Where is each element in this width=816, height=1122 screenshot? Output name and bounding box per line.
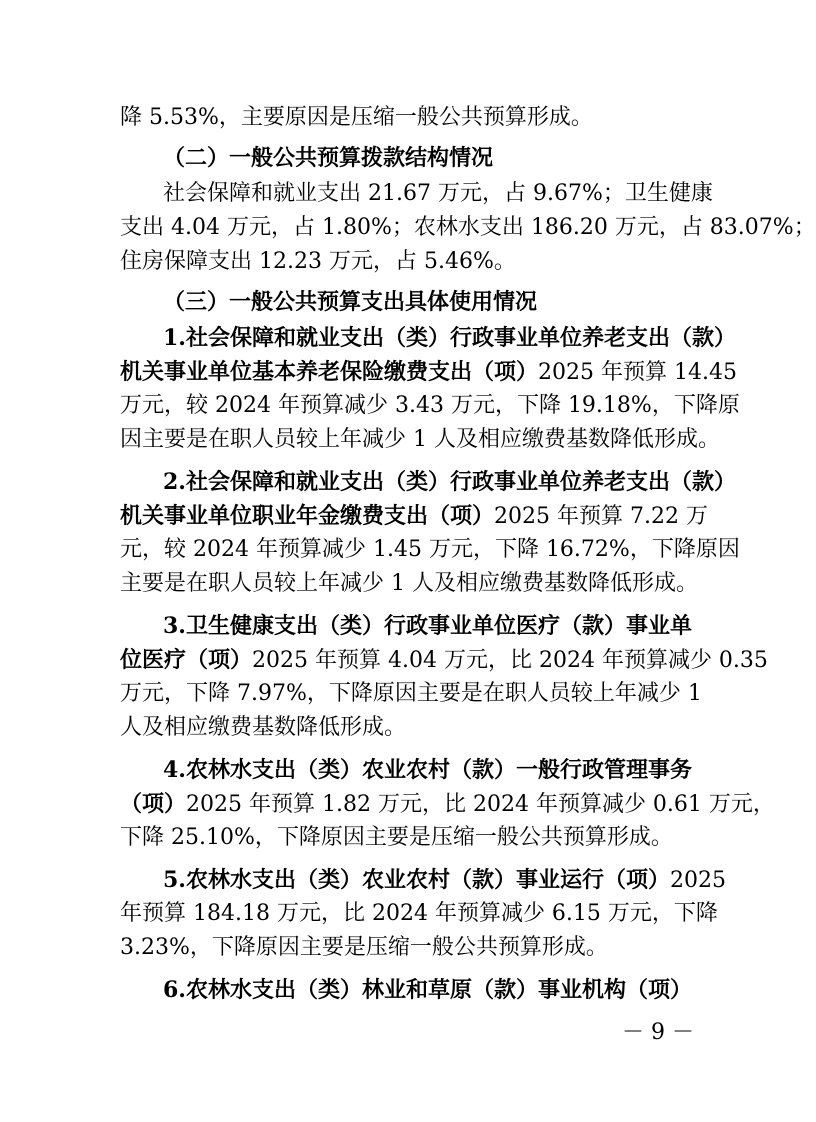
- item-heading: 3.卫生健康支出（类）行政事业单位医疗（款）事业单: [163, 613, 692, 639]
- item-text: 2025 年预算 4.04 万元，比 2024 年预算减少 0.35: [252, 648, 768, 673]
- item-heading: 5.农林水支出（类）农业农村（款）事业运行（项）: [163, 867, 670, 893]
- paragraph-line: [120, 498, 708, 535]
- item-heading: 4.农林水支出（类）农业农村（款）一般行政管理事务: [163, 757, 692, 783]
- paragraph-line: [163, 464, 736, 501]
- item-text: 2025 年预算 7.22 万: [494, 504, 708, 529]
- paragraph-line: 年预算 184.18 万元，比 2024 年预算减少 6.15 万元，下降: [120, 901, 718, 926]
- paragraph-line: [163, 608, 692, 645]
- section-heading: （三）一般公共预算支出具体使用情况: [163, 289, 538, 315]
- paragraph-line: 降 5.53%，主要原因是压缩一般公共预算形成。: [120, 105, 593, 130]
- paragraph-line: 元，较 2024 年预算减少 1.45 万元，下降 16.72%，下降原因: [120, 537, 740, 562]
- item-heading: 机关事业单位职业年金缴费支出（项）: [120, 503, 495, 529]
- paragraph-line: [120, 642, 768, 679]
- item-heading: 6.农林水支出（类）林业和草原（款）事业机构（项）: [163, 977, 692, 1003]
- paragraph-line: 支出 4.04 万元，占 1.80%；农林水支出 186.20 万元，占 83.07%；: [120, 215, 816, 240]
- paragraph-line: 因主要是在职人员较上年减少 1 人及相应缴费基数降低形成。: [120, 427, 720, 452]
- item-heading: 机关事业单位基本养老保险缴费支出（项）: [120, 359, 539, 385]
- paragraph-line: 人及相应缴费基数降低形成。: [120, 715, 407, 740]
- item-heading: （项）: [120, 791, 187, 817]
- item-heading: 位医疗（项）: [120, 647, 253, 673]
- item-heading: 2.社会保障和就业支出（类）行政事业单位养老支出（款）: [163, 469, 736, 495]
- paragraph-line: 万元，下降 7.97%，下降原因主要是在职人员较上年减少 1: [120, 681, 702, 706]
- item-text: 2025 年预算 1.82 万元，比 2024 年预算减少 0.61 万元，: [186, 792, 775, 817]
- paragraph-line: [120, 786, 775, 823]
- item-text: 2025: [669, 868, 726, 893]
- page-number: － 9 －: [622, 1020, 694, 1045]
- paragraph-line: [163, 972, 692, 1009]
- paragraph-line: [163, 320, 736, 357]
- paragraph-line: 下降 25.10%，下降原因主要是压缩一般公共预算形成。: [120, 825, 673, 850]
- paragraph-line: [163, 862, 726, 899]
- paragraph-line: [120, 354, 737, 391]
- paragraph-line: 3.23%，下降原因主要是压缩一般公共预算形成。: [120, 935, 608, 960]
- item-text: 2025 年预算 14.45: [538, 360, 737, 385]
- item-heading: 1.社会保障和就业支出（类）行政事业单位养老支出（款）: [163, 325, 736, 351]
- paragraph-line: [163, 752, 692, 789]
- paragraph-line: 住房保障支出 12.23 万元，占 5.46%。: [120, 249, 516, 274]
- paragraph-line: 主要是在职人员较上年减少 1 人及相应缴费基数降低形成。: [120, 571, 698, 596]
- paragraph-line: 万元，较 2024 年预算减少 3.43 万元，下降 19.18%，下降原: [120, 393, 740, 418]
- section-heading: （二）一般公共预算拨款结构情况: [163, 145, 494, 171]
- paragraph-line: 社会保障和就业支出 21.67 万元，占 9.67%；卫生健康: [163, 181, 713, 206]
